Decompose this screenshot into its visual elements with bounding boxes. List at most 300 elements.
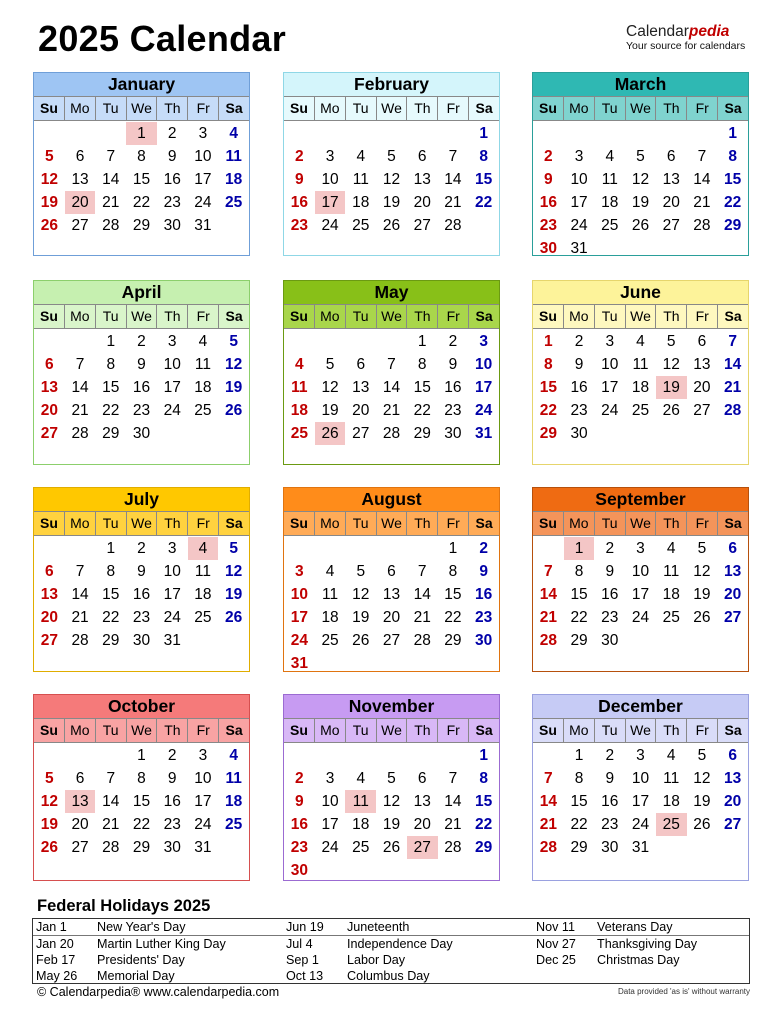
weekday-label: Mo — [314, 719, 345, 742]
day-cell: 19 — [693, 793, 711, 810]
holiday-row — [283, 952, 533, 968]
weekday-label: Mo — [314, 512, 345, 535]
month-september — [532, 487, 749, 672]
day-cell: 24 — [631, 609, 650, 626]
holiday-date: Jun 19 — [286, 920, 324, 934]
day-cell: 20 — [693, 379, 711, 396]
day-cell: 30 — [132, 425, 151, 442]
month-name: March — [533, 73, 748, 97]
weekday-header — [34, 719, 249, 743]
holiday-name: Columbus Day — [347, 969, 430, 983]
day-cell: 25 — [194, 402, 212, 419]
day-cell: 14 — [693, 171, 711, 188]
weekday-label: Su — [39, 515, 58, 531]
holiday-day-cell: 19 — [656, 376, 687, 399]
day-cell: 5 — [666, 333, 676, 350]
day-cell: 20 — [40, 609, 58, 626]
day-cell: 3 — [198, 125, 208, 142]
weekday-label: We — [126, 512, 157, 535]
weekday-label: Fr — [437, 719, 468, 742]
holiday-name: Martin Luther King Day — [97, 937, 226, 951]
day-cell: 12 — [631, 171, 650, 188]
day-cell: 1 — [479, 747, 488, 764]
day-cell: 1 — [479, 125, 488, 142]
holiday-date: Jan 20 — [36, 937, 74, 951]
day-grid — [533, 121, 748, 260]
day-cell: 25 — [662, 609, 680, 626]
day-cell: 24 — [601, 402, 619, 419]
day-cell: 26 — [352, 632, 370, 649]
day-cell: 23 — [132, 609, 151, 626]
month-name: November — [284, 695, 499, 719]
day-cell: 6 — [356, 356, 366, 373]
holiday-date: Feb 17 — [36, 953, 76, 967]
day-cell: 8 — [728, 148, 737, 165]
day-cell: 7 — [75, 356, 85, 373]
day-cell: 5 — [45, 148, 54, 165]
day-cell: 29 — [539, 425, 557, 442]
weekday-label: Su — [538, 515, 557, 531]
holiday-row — [283, 919, 533, 936]
weekday-label: Mo — [64, 512, 95, 535]
day-cell: 15 — [102, 379, 120, 396]
holiday-day-cell: 26 — [315, 422, 346, 445]
day-cell: 5 — [636, 148, 645, 165]
month-name: June — [533, 281, 748, 305]
empty-cell — [65, 330, 96, 353]
holiday-day-cell: 25 — [656, 813, 687, 836]
day-cell: 24 — [194, 194, 212, 211]
day-cell: 18 — [290, 402, 308, 419]
day-cell: 21 — [539, 816, 557, 833]
weekday-label: Tu — [594, 97, 625, 120]
day-cell: 19 — [631, 194, 650, 211]
day-cell: 10 — [631, 563, 650, 580]
empty-cell — [376, 122, 407, 145]
weekday-label: Sa — [717, 97, 748, 120]
day-cell: 11 — [194, 563, 211, 580]
weekday-header — [34, 97, 249, 121]
day-cell: 18 — [321, 609, 339, 626]
day-cell: 26 — [662, 402, 680, 419]
holiday-row — [283, 936, 533, 952]
day-cell: 16 — [539, 194, 557, 211]
day-cell: 30 — [444, 425, 462, 442]
day-cell: 24 — [321, 217, 339, 234]
day-cell: 17 — [163, 586, 181, 603]
day-cell: 15 — [132, 793, 151, 810]
day-cell: 16 — [163, 793, 181, 810]
weekday-label: Fr — [686, 512, 717, 535]
day-cell: 5 — [325, 356, 335, 373]
day-cell: 2 — [295, 770, 304, 787]
day-cell: 9 — [137, 356, 146, 373]
day-cell: 30 — [163, 839, 181, 856]
day-cell: 3 — [636, 747, 645, 764]
day-cell: 27 — [382, 632, 401, 649]
day-cell: 2 — [448, 333, 458, 350]
day-cell: 9 — [295, 793, 304, 810]
weekday-label: Mo — [563, 97, 594, 120]
day-cell: 28 — [102, 839, 120, 856]
day-cell: 14 — [102, 171, 120, 188]
day-cell: 21 — [71, 609, 89, 626]
day-cell: 14 — [539, 586, 557, 603]
day-grid — [34, 121, 249, 237]
holiday-name: Presidents' Day — [97, 953, 185, 967]
day-cell: 23 — [163, 194, 181, 211]
day-cell: 1 — [417, 333, 427, 350]
day-cell: 13 — [724, 770, 742, 787]
day-cell: 22 — [132, 816, 151, 833]
day-cell: 13 — [693, 356, 711, 373]
weekday-label: Sa — [218, 305, 249, 328]
day-cell: 14 — [724, 356, 742, 373]
empty-cell — [345, 537, 376, 560]
day-cell: 19 — [225, 586, 243, 603]
weekday-header — [34, 305, 249, 329]
day-cell: 8 — [417, 356, 427, 373]
day-cell: 9 — [605, 563, 615, 580]
month-may — [283, 280, 500, 465]
weekday-label: We — [625, 305, 656, 328]
day-cell: 27 — [724, 816, 742, 833]
day-cell: 9 — [167, 770, 177, 787]
holiday-day-cell: 17 — [315, 191, 346, 214]
day-cell: 22 — [724, 194, 742, 211]
day-cell: 19 — [382, 194, 401, 211]
empty-cell — [687, 122, 718, 145]
holiday-row — [533, 936, 749, 952]
weekday-label: Sa — [717, 305, 748, 328]
day-cell: 14 — [444, 171, 462, 188]
holiday-date: Jan 1 — [36, 920, 67, 934]
day-grid — [533, 536, 748, 652]
empty-cell — [65, 744, 96, 767]
day-cell: 19 — [225, 379, 243, 396]
day-cell: 7 — [106, 148, 116, 165]
day-cell: 20 — [413, 194, 431, 211]
day-cell: 12 — [40, 171, 58, 188]
weekday-label: We — [126, 305, 157, 328]
day-cell: 21 — [413, 609, 431, 626]
day-cell: 25 — [631, 402, 650, 419]
day-cell: 10 — [290, 586, 308, 603]
brand-logo[interactable] — [626, 24, 766, 52]
day-cell: 25 — [225, 194, 243, 211]
day-cell: 20 — [662, 194, 680, 211]
day-cell: 31 — [475, 425, 493, 442]
day-cell: 16 — [601, 793, 619, 810]
day-cell: 1 — [728, 125, 737, 142]
day-cell: 13 — [71, 171, 89, 188]
weekday-label: We — [126, 97, 157, 120]
month-february — [283, 72, 500, 256]
day-cell: 26 — [382, 839, 401, 856]
weekday-label: We — [376, 97, 407, 120]
day-cell: 21 — [444, 816, 462, 833]
day-cell: 6 — [45, 356, 54, 373]
weekday-label: Sa — [218, 97, 249, 120]
weekday-label: Fr — [686, 719, 717, 742]
day-cell: 10 — [163, 356, 181, 373]
month-name: September — [533, 488, 748, 512]
day-cell: 29 — [724, 217, 742, 234]
day-cell: 5 — [387, 148, 396, 165]
weekday-header — [34, 512, 249, 536]
holiday-day-cell: 13 — [65, 790, 96, 813]
month-name: July — [34, 488, 249, 512]
day-cell: 3 — [605, 333, 615, 350]
day-cell: 23 — [290, 839, 308, 856]
holiday-day-cell: 4 — [188, 537, 219, 560]
day-cell: 19 — [40, 816, 58, 833]
day-cell: 6 — [417, 770, 427, 787]
day-cell: 5 — [229, 333, 238, 350]
day-cell: 3 — [167, 333, 177, 350]
weekday-label: Fr — [187, 719, 218, 742]
day-cell: 12 — [40, 793, 58, 810]
day-cell: 9 — [479, 563, 488, 580]
day-cell: 11 — [225, 770, 242, 787]
day-cell: 10 — [163, 563, 181, 580]
weekday-label: Su — [538, 100, 557, 116]
empty-cell — [345, 744, 376, 767]
day-cell: 21 — [382, 402, 401, 419]
empty-cell — [345, 330, 376, 353]
empty-cell — [315, 744, 346, 767]
empty-cell — [315, 537, 346, 560]
weekday-label: Mo — [563, 305, 594, 328]
day-cell: 27 — [662, 217, 680, 234]
day-cell: 3 — [167, 540, 177, 557]
day-cell: 27 — [693, 402, 711, 419]
day-cell: 8 — [448, 563, 458, 580]
month-name: May — [284, 281, 499, 305]
day-cell: 12 — [662, 356, 680, 373]
day-cell: 29 — [132, 839, 151, 856]
day-cell: 10 — [570, 171, 588, 188]
day-cell: 22 — [102, 402, 120, 419]
holiday-day-cell: 1 — [564, 537, 595, 560]
weekday-label: We — [625, 97, 656, 120]
weekday-header — [533, 305, 748, 329]
day-cell: 23 — [132, 402, 151, 419]
day-cell: 24 — [194, 816, 212, 833]
day-cell: 30 — [601, 632, 619, 649]
day-cell: 9 — [544, 171, 553, 188]
weekday-label: Su — [39, 308, 58, 324]
holiday-date: Dec 25 — [536, 953, 576, 967]
day-cell: 30 — [475, 632, 493, 649]
month-january — [33, 72, 250, 256]
day-cell: 17 — [631, 586, 650, 603]
day-cell: 18 — [194, 586, 212, 603]
day-cell: 7 — [106, 770, 116, 787]
day-cell: 15 — [102, 586, 120, 603]
day-cell: 10 — [194, 770, 212, 787]
day-grid — [284, 536, 499, 675]
weekday-label: Tu — [594, 512, 625, 535]
weekday-label: Tu — [345, 719, 376, 742]
weekday-label: Th — [156, 305, 187, 328]
day-cell: 26 — [225, 609, 243, 626]
day-cell: 29 — [570, 632, 588, 649]
empty-cell — [533, 122, 564, 145]
day-cell: 2 — [605, 747, 615, 764]
day-cell: 27 — [40, 425, 58, 442]
day-cell: 4 — [295, 356, 304, 373]
holiday-row — [33, 919, 283, 936]
day-cell: 7 — [544, 563, 553, 580]
day-cell: 18 — [352, 816, 370, 833]
day-cell: 31 — [570, 240, 588, 257]
empty-cell — [594, 122, 625, 145]
day-cell: 22 — [475, 194, 493, 211]
day-cell: 11 — [632, 356, 649, 373]
day-cell: 12 — [693, 770, 711, 787]
weekday-label: Sa — [468, 97, 499, 120]
month-name: January — [34, 73, 249, 97]
day-cell: 29 — [132, 217, 151, 234]
day-cell: 7 — [728, 333, 737, 350]
day-cell: 24 — [570, 217, 588, 234]
day-cell: 7 — [544, 770, 553, 787]
day-cell: 11 — [194, 356, 211, 373]
day-cell: 14 — [444, 793, 462, 810]
day-cell: 15 — [475, 171, 493, 188]
day-cell: 19 — [382, 816, 401, 833]
day-grid — [284, 121, 499, 237]
day-cell: 28 — [413, 632, 431, 649]
day-cell: 18 — [352, 194, 370, 211]
day-cell: 23 — [290, 217, 308, 234]
day-cell: 12 — [321, 379, 339, 396]
day-cell: 26 — [631, 217, 650, 234]
weekday-label: Tu — [345, 512, 376, 535]
holiday-row — [33, 936, 283, 952]
weekday-label: Fr — [686, 97, 717, 120]
day-cell: 4 — [229, 747, 238, 764]
weekday-label: Tu — [594, 305, 625, 328]
day-cell: 28 — [693, 217, 711, 234]
weekday-label: Th — [406, 97, 437, 120]
day-cell: 12 — [352, 586, 370, 603]
day-cell: 3 — [325, 770, 335, 787]
month-name: February — [284, 73, 499, 97]
day-cell: 6 — [75, 148, 85, 165]
weekday-label: Sa — [218, 512, 249, 535]
day-cell: 23 — [570, 402, 588, 419]
day-cell: 20 — [724, 793, 742, 810]
holidays-column — [283, 919, 533, 984]
weekday-label: Su — [39, 722, 58, 738]
holiday-day-cell: 20 — [65, 191, 96, 214]
weekday-label: Th — [655, 97, 686, 120]
day-cell: 25 — [194, 609, 212, 626]
day-cell: 6 — [45, 563, 54, 580]
day-cell: 8 — [574, 563, 584, 580]
weekday-label: Su — [289, 722, 308, 738]
day-cell: 12 — [382, 793, 401, 810]
holiday-name: Memorial Day — [97, 969, 175, 983]
weekday-label: Mo — [314, 305, 345, 328]
holiday-row — [33, 968, 283, 984]
day-cell: 21 — [71, 402, 89, 419]
day-cell: 20 — [413, 816, 431, 833]
month-april — [33, 280, 250, 465]
day-cell: 5 — [697, 540, 707, 557]
empty-cell — [284, 744, 315, 767]
day-cell: 24 — [163, 402, 181, 419]
weekday-label: Fr — [437, 305, 468, 328]
day-cell: 15 — [570, 793, 588, 810]
day-grid — [284, 329, 499, 445]
day-cell: 22 — [539, 402, 557, 419]
weekday-label: We — [126, 719, 157, 742]
day-cell: 23 — [163, 816, 181, 833]
weekday-label: Th — [655, 719, 686, 742]
day-cell: 7 — [448, 770, 458, 787]
weekday-label: Su — [538, 722, 557, 738]
month-name: December — [533, 695, 748, 719]
day-cell: 2 — [167, 747, 177, 764]
day-cell: 11 — [601, 171, 618, 188]
empty-cell — [438, 744, 469, 767]
weekday-label: Sa — [468, 305, 499, 328]
weekday-label: Su — [289, 100, 308, 116]
day-cell: 30 — [601, 839, 619, 856]
day-cell: 21 — [693, 194, 711, 211]
day-cell: 17 — [194, 171, 212, 188]
day-cell: 13 — [413, 171, 431, 188]
day-cell: 1 — [137, 747, 146, 764]
day-cell: 11 — [663, 770, 680, 787]
day-cell: 1 — [106, 540, 116, 557]
day-cell: 21 — [724, 379, 742, 396]
day-cell: 26 — [40, 839, 58, 856]
day-cell: 25 — [290, 425, 308, 442]
day-cell: 24 — [631, 816, 650, 833]
day-cell: 5 — [229, 540, 238, 557]
day-cell: 25 — [352, 217, 370, 234]
month-august — [283, 487, 500, 672]
day-grid — [34, 743, 249, 859]
day-cell: 25 — [352, 839, 370, 856]
weekday-label: We — [376, 305, 407, 328]
day-cell: 22 — [570, 609, 588, 626]
day-cell: 25 — [321, 632, 339, 649]
weekday-label: Sa — [468, 719, 499, 742]
day-cell: 21 — [444, 194, 462, 211]
weekday-label: Mo — [314, 97, 345, 120]
day-cell: 10 — [321, 793, 339, 810]
day-cell: 24 — [321, 839, 339, 856]
day-cell: 14 — [382, 379, 401, 396]
day-cell: 17 — [570, 194, 588, 211]
day-cell: 27 — [724, 609, 742, 626]
holiday-name: Independence Day — [347, 937, 453, 951]
day-cell: 31 — [194, 839, 212, 856]
empty-cell — [315, 330, 346, 353]
holiday-name: Veterans Day — [597, 920, 673, 934]
empty-cell — [625, 122, 656, 145]
day-cell: 5 — [356, 563, 366, 580]
day-cell: 24 — [290, 632, 308, 649]
holiday-date: Nov 27 — [536, 937, 576, 951]
weekday-label: Fr — [437, 97, 468, 120]
day-cell: 26 — [382, 217, 401, 234]
